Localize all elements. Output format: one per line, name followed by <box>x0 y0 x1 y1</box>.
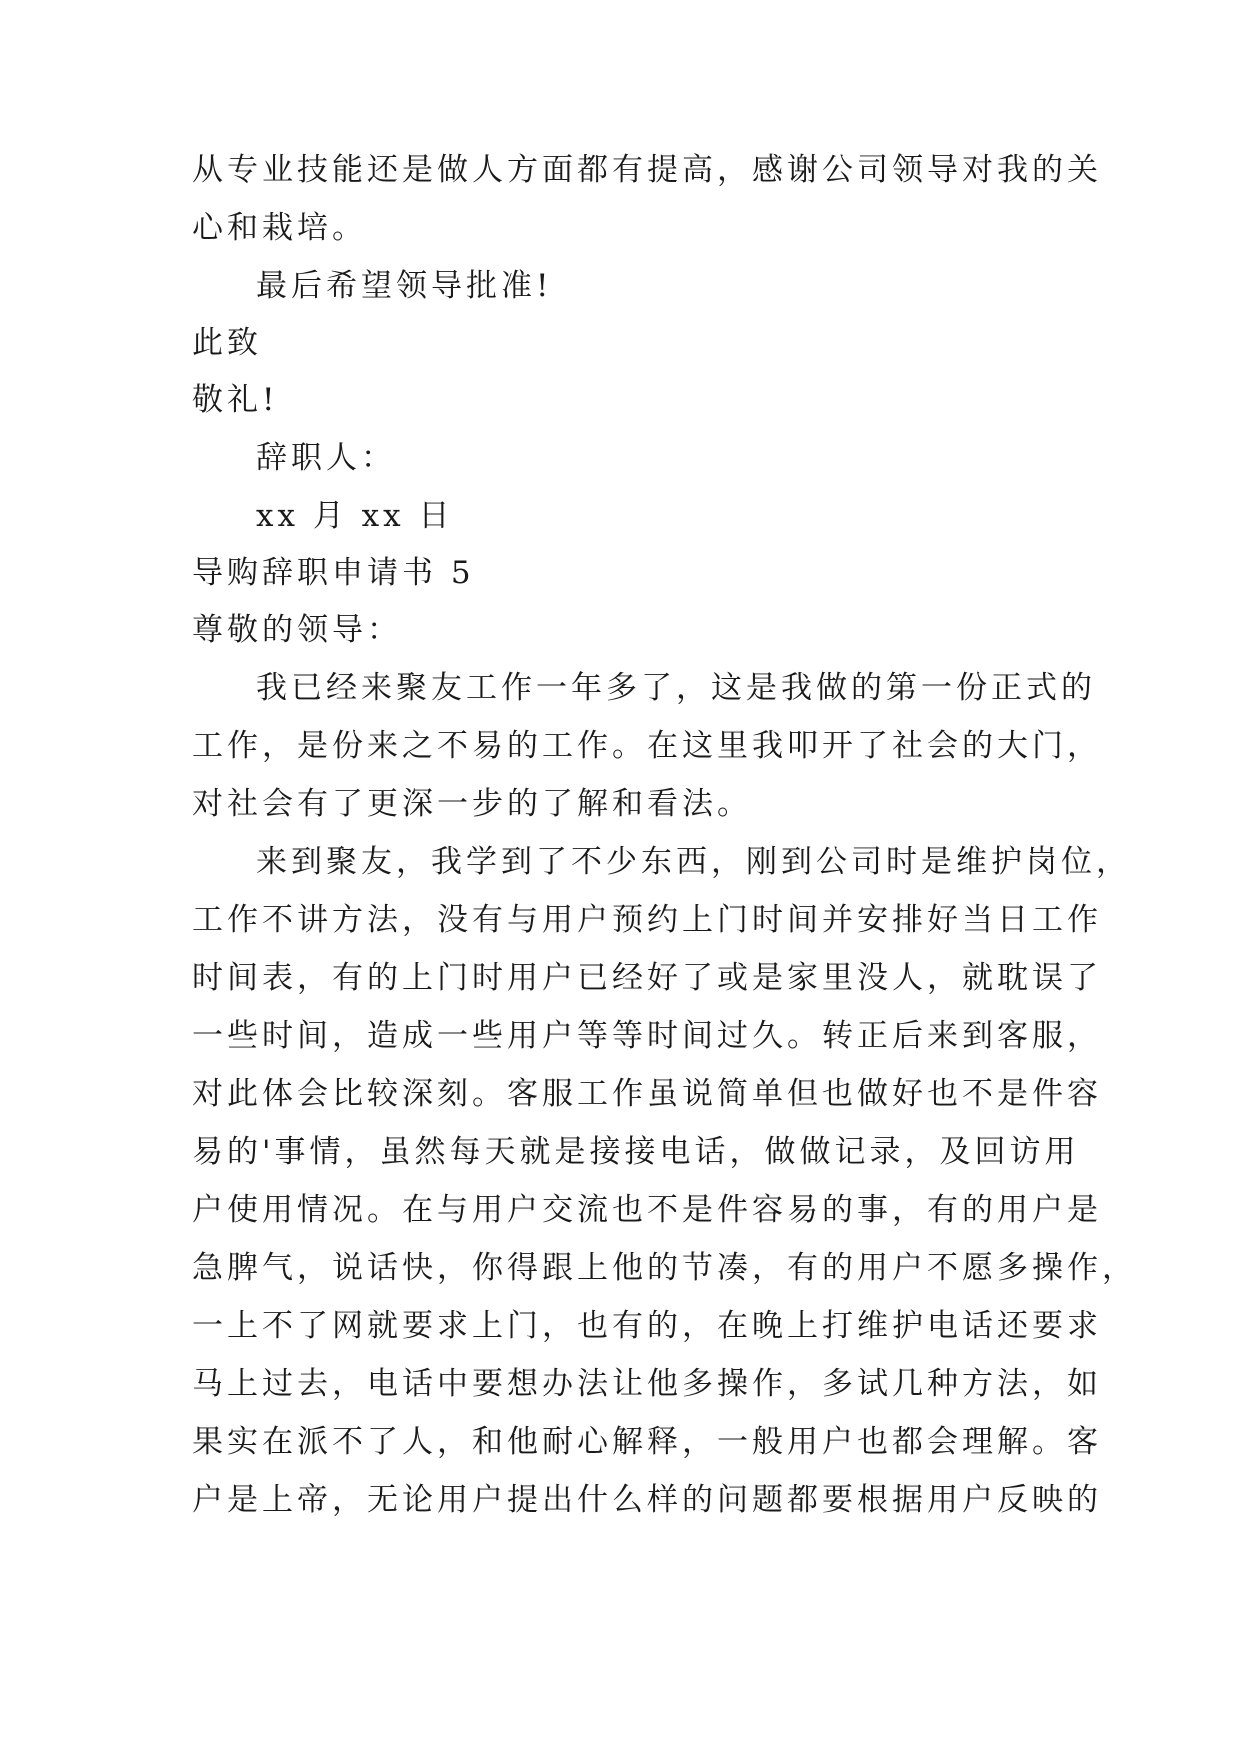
date-line: xx 月 xx 日 <box>256 498 454 534</box>
body-line: 果实在派不了人，和他耐心解释，一般用户也都会理解。客 <box>192 1424 1102 1460</box>
salutation-line: 敬礼! <box>192 382 279 418</box>
greeting-line: 尊敬的领导： <box>192 612 402 648</box>
signature-line: 辞职人： <box>256 440 396 476</box>
body-line: 从专业技能还是做人方面都有提高，感谢公司领导对我的关 <box>192 152 1102 188</box>
body-line: 我已经来聚友工作一年多了，这是我做的第一份正式的 <box>256 670 1096 706</box>
body-line: 工作不讲方法，没有与用户预约上门时间并安排好当日工作 <box>192 902 1102 938</box>
salutation-line: 此致 <box>192 325 262 361</box>
body-line: 易的'事情，虽然每天就是接接电话，做做记录，及回访用 <box>192 1134 1080 1170</box>
body-line: 对此体会比较深刻。客服工作虽说简单但也做好也不是件容 <box>192 1076 1102 1112</box>
body-line: 来到聚友，我学到了不少东西，刚到公司时是维护岗位， <box>256 844 1131 880</box>
body-line: 急脾气，说话快，你得跟上他的节凑，有的用户不愿多操作， <box>192 1250 1137 1286</box>
body-line: 工作，是份来之不易的工作。在这里我叩开了社会的大门， <box>192 728 1102 764</box>
body-line: 时间表，有的上门时用户已经好了或是家里没人，就耽误了 <box>192 960 1102 996</box>
body-line: 一些时间，造成一些用户等等时间过久。转正后来到客服， <box>192 1018 1102 1054</box>
body-line: 户是上帝，无论用户提出什么样的问题都要根据用户反映的 <box>192 1482 1102 1518</box>
body-line: 最后希望领导批准! <box>256 268 553 304</box>
body-line: 对社会有了更深一步的了解和看法。 <box>192 786 752 822</box>
body-line: 一上不了网就要求上门，也有的，在晚上打维护电话还要求 <box>192 1308 1102 1344</box>
body-line: 心和栽培。 <box>192 210 367 246</box>
body-line: 马上过去，电话中要想办法让他多操作，多试几种方法，如 <box>192 1366 1102 1402</box>
section-title: 导购辞职申请书 5 <box>192 555 475 591</box>
body-line: 户使用情况。在与用户交流也不是件容易的事，有的用户是 <box>192 1192 1102 1228</box>
